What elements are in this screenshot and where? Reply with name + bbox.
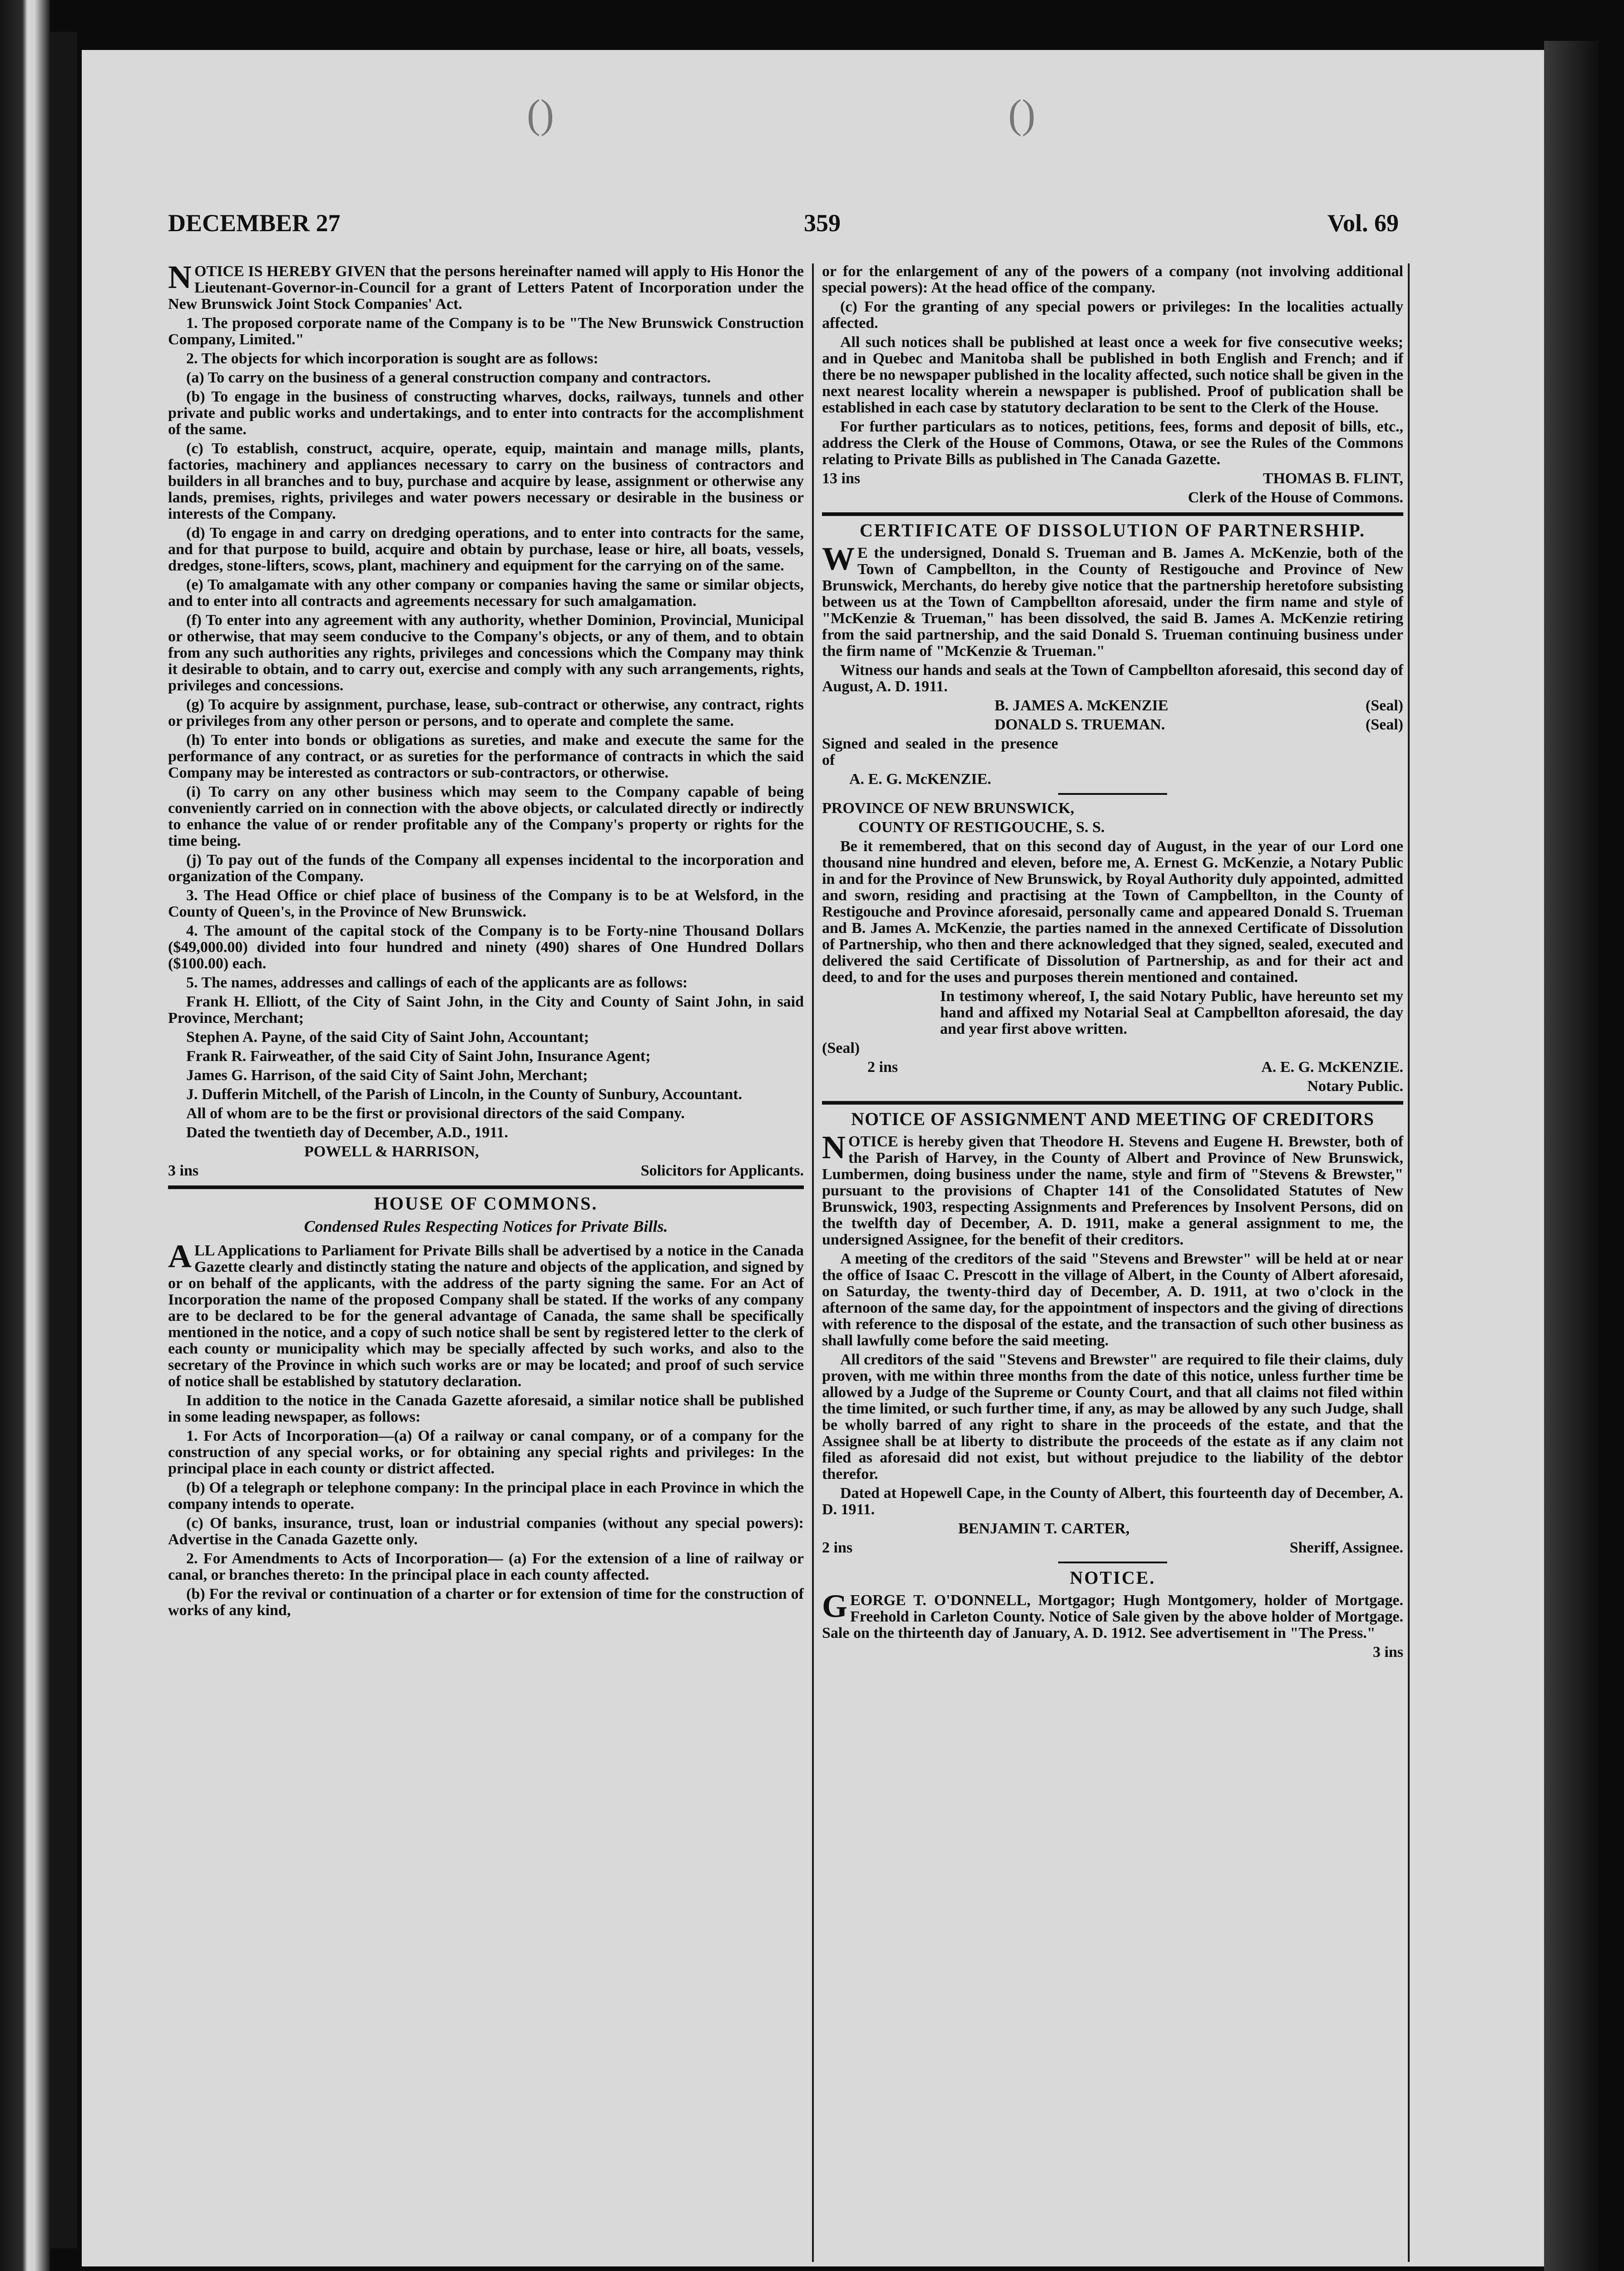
- page-header: [168, 209, 1399, 259]
- applicant-entry: J. Dufferin Mitchell, of the Parish of Lincoln, in the County of Sunbury, Accountant.: [186, 1086, 743, 1103]
- notice-object-item: (c) To establish, construct, acquire, operate, equip, maintain and manage mills, plants, factories, machinery and appliances necessary to carry on the business of contractors and builders in all branches and to buy, purchase and acquire by lease, assignment or otherwise any lands, premises, rights, privileges and water powers necessary or desirable in the business or interests of the Company.: [168, 440, 804, 522]
- dissolution-notice: [822, 522, 1403, 1095]
- rules-paragraph: (b) For the revival or continuation of a charter or for extension of time for the construction of works of any kind,: [168, 1586, 804, 1619]
- section-subheading: Condensed Rules Respecting Notices for Private Bills.: [304, 1217, 668, 1235]
- notice-paragraph: All of whom are to be the first or provisional directors of the said Company.: [186, 1105, 685, 1122]
- rules-paragraph: (b) Of a telegraph or telephone company: In the principal place in each Province in which the company intends to operate.: [168, 1479, 804, 1512]
- book-gutter-edge: [0, 0, 50, 2271]
- notice-paragraph: 5. The names, addresses and callings of each of the applicants are as follows:: [186, 974, 688, 991]
- page-border-rule: [1408, 263, 1410, 2262]
- rules-paragraph: (c) For the granting of any special powers or privileges: In the localities actually affected.: [822, 298, 1403, 332]
- notice-object-item: (g) To acquire by assignment, purchase, lease, sub-contract or otherwise, any contract, rights or privileges from any other person or persons, and to operate and complete the same.: [168, 696, 804, 729]
- rules-paragraph: (c) Of banks, insurance, trust, loan or industrial companies (without any special powers): Advertise in the Canada Gazette only.: [168, 1515, 804, 1548]
- dropcap-w: W: [822, 540, 855, 577]
- section-heading: NOTICE OF ASSIGNMENT AND MEETING OF CREDITORS: [851, 1109, 1374, 1129]
- insertion-count: 3 ins: [168, 1162, 199, 1179]
- column-divider: [812, 263, 814, 2262]
- insertion-count: 13 ins: [822, 470, 861, 487]
- section-heading: CERTIFICATE OF DISSOLUTION OF PARTNERSHIP.: [859, 520, 1366, 540]
- assignment-paragraph: OTICE is hereby given that Theodore H. Stevens and Eugene H. Brewster, both of the Parish of Harvey, in the County of Albert and Province of New Brunswick, Lumbermen, doing business under the name, style and firm of "Stevens & Brewster," pursuant to the provisions of Chapter 141 of the Consolidated Statutes of New Brunswick, 1903, respecting Assignments and Preferences by Insolvent Persons, did on the twelfth day of December, A. D. 1911, make a general assignment to me, the undersigned Assignee, for the benefit of their creditors.: [822, 1133, 1403, 1248]
- assignment-paragraph: A meeting of the creditors of the said "Stevens and Brewster" will be held at or near the office of Isaac C. Prescott in the village of Albert, in the County of Albert aforesaid, on Saturday, the twenty-third day of December, A. D. 1911, at two o'clock in the afternoon of the same day, for the appointment of inspectors and the giving of directions with reference to the disposal of the estate, and the transaction of such other business as shall lawfully come before the said meeting.: [822, 1250, 1403, 1349]
- applicant-entry: Frank R. Fairweather, of the said City of Saint John, Insurance Agent;: [186, 1048, 651, 1065]
- notice-object-item: (j) To pay out of the funds of the Company all expenses incidental to the incorporation and organization of the Company.: [168, 852, 804, 885]
- dropcap-a: A: [168, 1238, 192, 1274]
- notary-role: Notary Public.: [1307, 1078, 1403, 1095]
- notice-paragraph: 3. The Head Office or chief place of business of the Company is to be at Welsford, in the County of Queen's, in the Province of New Brunswick.: [168, 887, 804, 920]
- applicant-entry: James G. Harrison, of the said City of Saint John, Merchant;: [186, 1067, 588, 1084]
- notice-object-item: (f) To enter into any agreement with any authority, whether Dominion, Provincial, Municipal or otherwise, that may seem conducive to the Company's objects, or any of them, and to obtain from any such authorities any rights, privileges and concessions which the Company may think it desirable to obtain, and to carry out, exercise and comply with any such arrangements, rights, privileges and concessions.: [168, 612, 804, 694]
- notice-paragraph: 2. The objects for which incorporation is sought are as follows:: [186, 350, 599, 367]
- notice-paragraph: 4. The amount of the capital stock of the Company is to be Forty-nine Thousand Dollars ($49,000.00) divided into four hundred and ninety (490) shares of One Hundred Dollars ($100.00) each.: [168, 922, 804, 972]
- signature-role: Sheriff, Assignee.: [1289, 1539, 1403, 1556]
- rules-paragraph: All such notices shall be published at least once a week for five consecutive weeks; and in Quebec and Manitoba shall be published in both English and French; and if there be no newspaper published in the locality affected, such notice shall be given in the next nearest locality wherein a newspaper is published. Proof of publication shall be established in each case by statutory declaration to be sent to the Clerk of the House.: [822, 334, 1403, 416]
- dropcap-n: N: [168, 259, 192, 295]
- rules-paragraph: 2. For Amendments to Acts of Incorporation— (a) For the extension of a line of railway or canal, or branches thereto: In the principal place in each county affected.: [168, 1550, 804, 1583]
- jurisdiction-province: PROVINCE OF NEW BRUNSWICK,: [822, 800, 1074, 817]
- mortgage-paragraph: EORGE T. O'DONNELL, Mortgagor; Hugh Montgomery, holder of Mortgage. Freehold in Carleton County. Notice of Sale given by the above holder of Mortgage. Sale on the thirteenth day of January, A. D. 1912. See advertisement in "The Press.": [822, 1592, 1403, 1641]
- insertion-count: 2 ins: [822, 1539, 853, 1556]
- assignee-signature: BENJAMIN T. CARTER,: [958, 1520, 1130, 1537]
- short-rule: [1058, 1562, 1167, 1563]
- right-column: [822, 263, 1403, 2266]
- notice-object-item: (h) To enter into bonds or obligations as sureties, and make and execute the same for the performance of any contract, or as sureties for the performance of contracts in which the said Company may be interested as contractors or sub-contractors, or otherwise.: [168, 732, 804, 781]
- signature-role: Solicitors for Applicants.: [640, 1162, 804, 1179]
- section-rule: [822, 1101, 1403, 1105]
- notice-object-item: (d) To engage in and carry on dredging operations, and to enter into contracts for the same, and for that purpose to build, acquire and obtain by purchase, lease or hire, all boats, vessels, dredges, stone-lifters, scows, plant, machinery and equipment for the carrying on of the same.: [168, 525, 804, 574]
- section-rule: [168, 1185, 804, 1189]
- dissolution-paragraph: Be it remembered, that on this second day of August, in the year of our Lord one thousand nine hundred and eleven, before me, A. Ernest G. McKenzie, a Notary Public in and for the Province of New Brunswick, by Royal Authority duly appointed, admitted and sworn, residing and practising at the Town of Campbellton, in the County of Restigouche and Province aforesaid, personally came and appeared Donald S. Trueman and B. James A. McKenzie, the parties named in the annexed Certificate of Dissolution of Partnership, who then and there acknowledged that they signed, sealed, executed and delivered the said Certificate of Dissolution of Partnership, as and for their act and deed, to and for the uses and purposes therein mentioned and contained.: [822, 838, 1403, 986]
- header-page-number: 359: [804, 209, 841, 237]
- testimony-paragraph: In testimony whereof, I, the said Notary Public, have hereunto set my hand and affixed my Notarial Seal at Campbellton aforesaid, the day and year first above written.: [940, 988, 1403, 1037]
- signed-sealed-label: Signed and sealed in the presence of: [822, 735, 1058, 769]
- assignment-paragraph: All creditors of the said "Stevens and Brewster" are required to file their claims, duly proven, with me within three months from the date of this notice, unless further time be allowed by a Judge of the Supreme or County Court, and that all claims not filed within the time limited, or such further time, if any, as may be allowed by any such Judge, shall be wholly barred of any right to share in the proceeds of the estate, and that the Assignee shall be at liberty to distribute the proceeds of the estate as if any claim not filed as aforesaid did not exist, but without prejudice to the liability of the debtor therefor.: [822, 1351, 1403, 1483]
- short-rule: [1058, 793, 1167, 795]
- rules-paragraph: For further particulars as to notices, petitions, fees, forms and deposit of bills, etc., address the Clerk of the House of Commons, Otawa, or see the Rules of the Commons relating to Private Bills as published in The Canada Gazette.: [822, 418, 1403, 468]
- insertion-count: 3 ins: [1372, 1644, 1403, 1661]
- header-volume: Vol. 69: [1327, 209, 1399, 237]
- assignment-paragraph: Dated at Hopewell Cape, in the County of Albert, this fourteenth day of December, A. D. 1911.: [822, 1485, 1403, 1518]
- insertion-count: 2 ins: [867, 1059, 898, 1076]
- applicant-entry: Frank H. Elliott, of the City of Saint John, in the City and County of Saint John, in said Province, Merchant;: [168, 993, 804, 1026]
- punch-hole-mark: (): [1008, 92, 1035, 137]
- section-heading: NOTICE.: [1069, 1567, 1156, 1588]
- seal-label: (Seal): [822, 1040, 860, 1056]
- dropcap-g: G: [822, 1588, 848, 1624]
- header-date: DECEMBER 27: [168, 209, 341, 237]
- notice-paragraph: 1. The proposed corporate name of the Company is to be "The New Brunswick Construction Company, Limited.": [168, 315, 804, 348]
- jurisdiction-county: COUNTY OF RESTIGOUCHE, S. S.: [858, 819, 1105, 836]
- assignment-notice: [822, 1111, 1403, 1556]
- dissolution-paragraph: Witness our hands and seals at the Town of Campbellton aforesaid, this second day of August, A. D. 1911.: [822, 662, 1403, 695]
- notice-date: Dated the twentieth day of December, A.D., 1911.: [186, 1124, 508, 1141]
- rules-paragraph: In addition to the notice in the Canada Gazette aforesaid, a similar notice shall be published in some leading newspaper, as follows:: [168, 1392, 804, 1425]
- witness-name: A. E. G. McKENZIE.: [849, 771, 991, 788]
- scanned-page: [82, 50, 1544, 2266]
- notice-object-item: (b) To engage in the business of constructing wharves, docks, railways, tunnels and other private and public works and undertakings, and to enter into contracts for the accomplishment of the same.: [168, 388, 804, 438]
- page-shadow: [1544, 41, 1599, 2271]
- seal-label: (Seal): [1365, 697, 1403, 714]
- left-column: [168, 259, 804, 2266]
- dissolution-paragraph: E the undersigned, Donald S. Trueman and B. James A. McKenzie, both of the Town of Campbellton, in the County of Restigouche and Province of New Brunswick, Merchants, do hereby give notice that the partnership heretofore subsisting between us at the Town of Campbellton aforesaid, under the firm name and style of "McKenzie & Trueman," has been dissolved, the said B. James A. McKenzie retiring from the said partnership, and the said Donald S. Trueman continuing business under the firm name of "McKenzie & Trueman.": [822, 545, 1403, 659]
- rules-paragraph: or for the enlargement of any of the powers of a company (not involving additional special powers): At the head office of the company.: [822, 263, 1403, 296]
- section-rule: [822, 512, 1403, 516]
- house-of-commons-notice: [168, 1195, 804, 1619]
- notary-signature: A. E. G. McKENZIE.: [1261, 1059, 1403, 1076]
- adjacent-page-edge: [50, 32, 77, 2248]
- rules-paragraph: 1. For Acts of Incorporation—(a) Of a railway or canal company, or of a company for the construction of any special works, or for obtaining any special rights and privileges: In the principal place in each county or district affected.: [168, 1428, 804, 1477]
- notice-signature: POWELL & HARRISON,: [304, 1143, 479, 1160]
- rules-paragraph: LL Applications to Parliament for Private Bills shall be advertised by a notice in the Canada Gazette clearly and distinctly stating the nature and objects of the application, and signed by or on behalf of the applicants, with the address of the party signing the same. For an Act of Incorporation the name of the proposed Company shall be stated. If the works of any company are to be declared to be for the general advantage of Canada, the same shall be specifically mentioned in the notice, and a copy of such notice shall be sent by registered letter to the clerk of each county or municipality which may be specially affected by such works, and also to the secretary of the Province in which such works are or may be located; and proof of such service of notice shall be established by statutory declaration.: [168, 1242, 804, 1390]
- mortgage-notice: [822, 1567, 1403, 1661]
- notice-object-item: (a) To carry on the business of a general construction company and contractors.: [186, 369, 711, 386]
- applicant-entry: Stephen A. Payne, of the said City of Saint John, Accountant;: [186, 1029, 589, 1046]
- partner-signature: DONALD S. TRUEMAN.: [995, 716, 1165, 733]
- punch-hole-mark: (): [527, 92, 554, 137]
- signature-role: Clerk of the House of Commons.: [1188, 489, 1403, 506]
- incorporation-notice: [168, 259, 804, 1179]
- dropcap-n: N: [822, 1129, 846, 1165]
- notice-signature: THOMAS B. FLINT,: [1263, 470, 1403, 487]
- notice-object-item: (e) To amalgamate with any other company or companies having the same or similar objects, and to enter into all contracts and agreements necessary for such amalgamation.: [168, 576, 804, 610]
- section-heading: HOUSE OF COMMONS.: [374, 1193, 598, 1214]
- notice-intro: OTICE IS HEREBY GIVEN that the persons hereinafter named will apply to His Honor the Lieutenant-Governor-in-Council for a grant of Letters Patent of Incorporation under the New Brunswick Joint Stock Companies' Act.: [168, 263, 804, 312]
- seal-label: (Seal): [1365, 716, 1403, 733]
- notice-object-item: (i) To carry on any other business which may seem to the Company capable of being conveniently carried on in connection with the above objects, or calculated directly or indirectly to enhance the value of or render profitable any of the Company's property or rights for the time being.: [168, 783, 804, 849]
- partner-signature: B. JAMES A. McKENZIE: [995, 697, 1168, 714]
